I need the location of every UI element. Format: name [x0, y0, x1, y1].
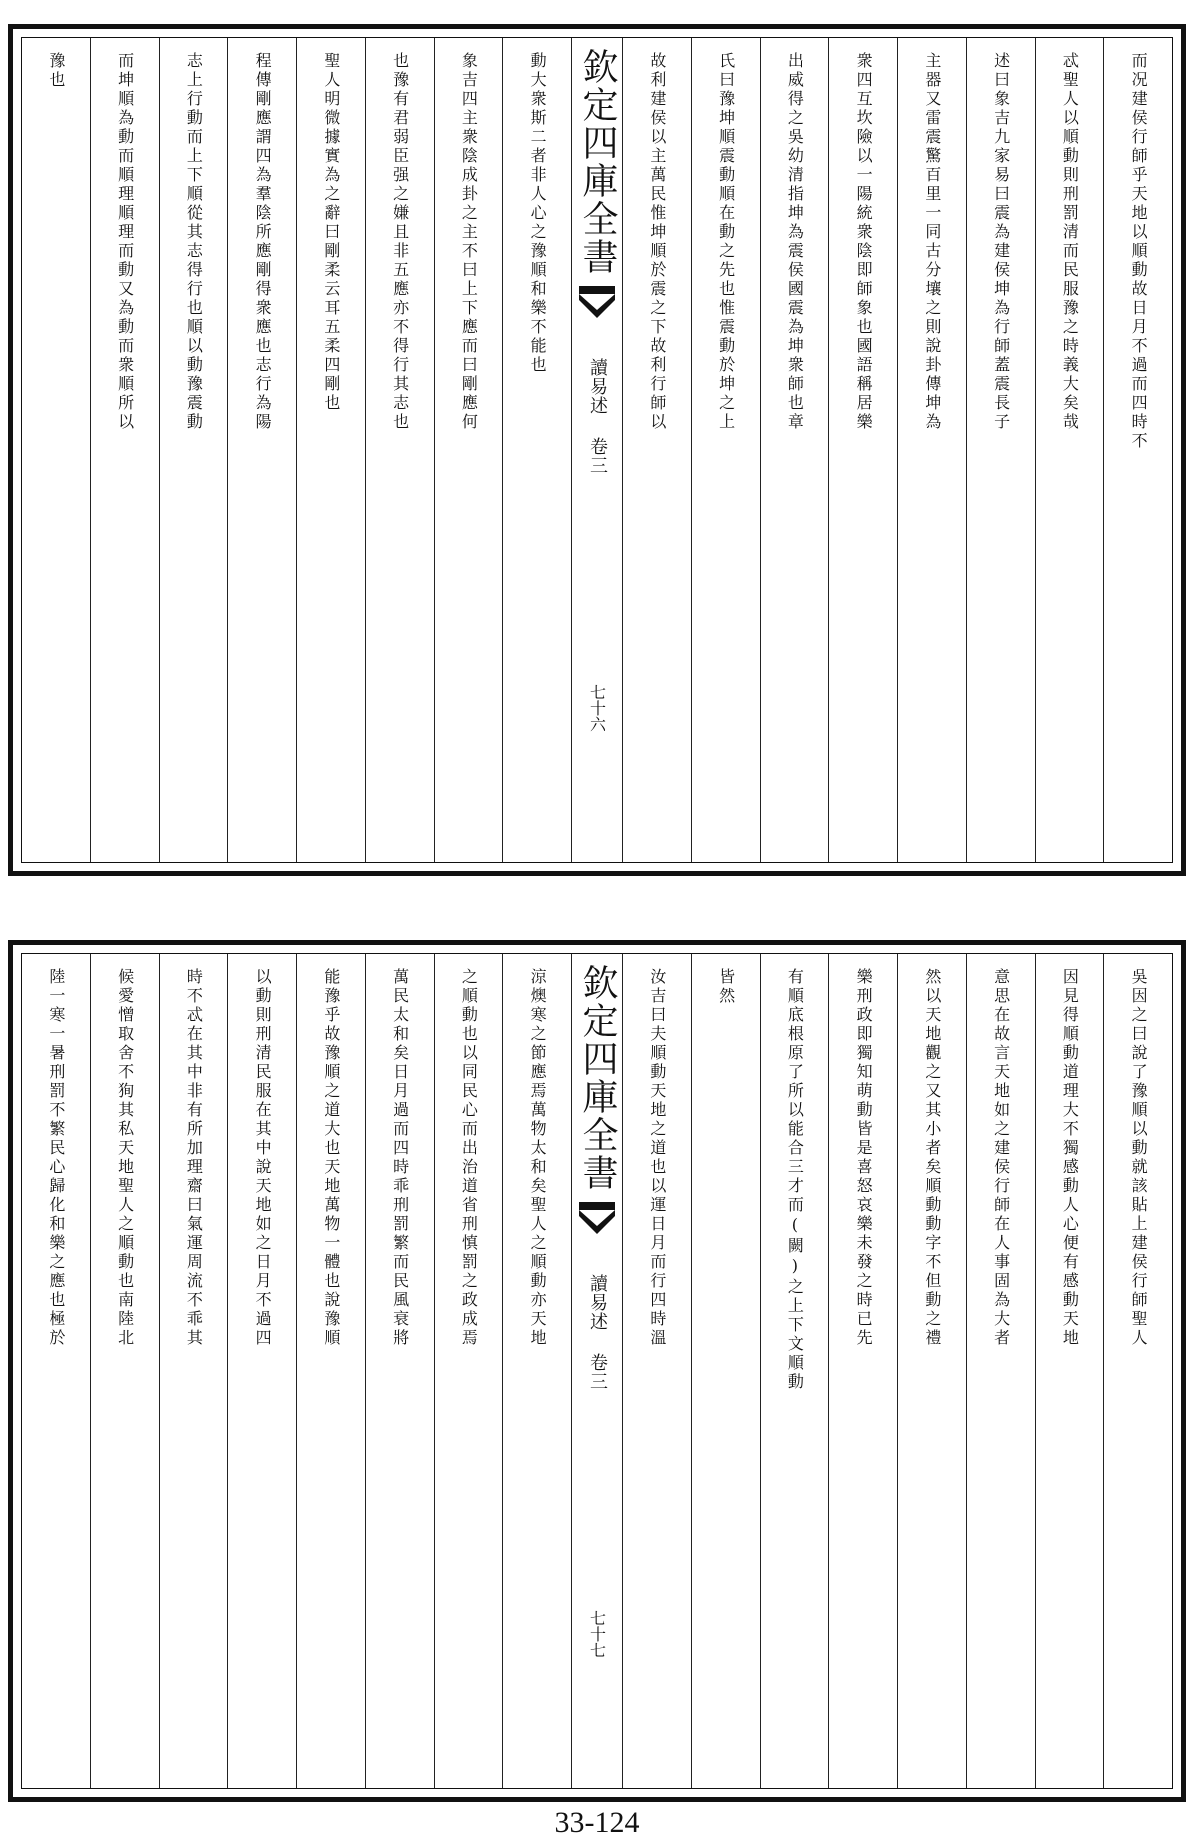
text-column — [227, 38, 296, 862]
column-text: 有順底根原了所以能合三才而(闕)之上下文順動 — [785, 968, 805, 1392]
text-column — [828, 38, 897, 862]
text-column — [1035, 38, 1104, 862]
text-column — [760, 954, 829, 1788]
column-text: 因見得順動道理大不獨感動人心便有感動天地 — [1060, 968, 1080, 1348]
text-column — [22, 954, 90, 1788]
column-text: 象吉四主衆陰成卦之主不曰上下應而曰剛應何 — [459, 52, 479, 432]
column-text: 候愛憎取舍不狥其私天地聖人之順動也南陸北 — [115, 968, 135, 1348]
bottom-page-inner-frame — [21, 953, 1173, 1789]
text-column — [966, 38, 1035, 862]
text-column — [897, 954, 966, 1788]
column-text: 時不忒在其中非有所加理齋曰氣運周流不乖其 — [184, 968, 204, 1348]
text-column — [760, 38, 829, 862]
column-text: 萬民太和矣日月過而四時乖刑罰繁而民風衰將 — [390, 968, 410, 1348]
column-text: 豫也 — [46, 52, 66, 90]
column-text: 能豫乎故豫順之道大也天地萬物一體也說豫順 — [321, 968, 341, 1348]
text-column — [434, 954, 503, 1788]
text-column — [365, 38, 434, 862]
binding-center-column — [571, 954, 622, 1788]
text-column — [159, 38, 228, 862]
column-text: 以動則刑清民服在其中說天地如之日月不過四 — [253, 968, 273, 1348]
column-text: 故利建侯以主萬民惟坤順於震之下故利行師以 — [647, 52, 667, 432]
folio-number: 七十七 — [587, 1610, 607, 1658]
column-text: 樂刑政即獨知萌動皆是喜怒哀樂未發之時已先 — [854, 968, 874, 1348]
text-column — [22, 38, 90, 862]
text-column — [1035, 954, 1104, 1788]
bottom-page-frame — [8, 940, 1186, 1802]
text-column — [691, 954, 760, 1788]
column-text: 皆然 — [716, 968, 736, 1006]
column-text: 出威得之吳幼清指坤為震侯國震為坤衆師也章 — [785, 52, 805, 432]
column-text: 然以天地觀之又其小者矣順動動字不但動之禮 — [922, 968, 942, 1348]
column-text: 衆四互坎險以一陽統衆陰即師象也國語稱居樂 — [854, 52, 874, 432]
column-text: 而坤順為動而順理順理而動又為動而衆順所以 — [115, 52, 135, 432]
column-text: 聖人明微據實為之辭曰剛柔云耳五柔四剛也 — [321, 52, 341, 413]
column-text: 而况建侯行師乎天地以順動故日月不過而四時不 — [1129, 52, 1149, 451]
column-text: 氏曰豫坤順震動順在動之先也惟震動於坤之上 — [716, 52, 736, 432]
column-text: 也豫有君弱臣强之嫌且非五應亦不得行其志也 — [390, 52, 410, 432]
column-text: 意思在故言天地如之建侯行師在人事固為大者 — [991, 968, 1011, 1348]
column-text: 涼燠寒之節應焉萬物太和矣聖人之順動亦天地 — [528, 968, 548, 1348]
column-text: 汝吉曰夫順動天地之道也以運日月而行四時溫 — [647, 968, 667, 1348]
column-text: 吳因之曰說了豫順以動就該貼上建侯行師聖人 — [1129, 968, 1149, 1348]
text-column — [622, 954, 691, 1788]
text-column — [90, 954, 159, 1788]
text-column — [897, 38, 966, 862]
text-column — [90, 38, 159, 862]
binding-center-column — [571, 38, 622, 862]
text-column — [365, 954, 434, 1788]
book-title: 欽定四庫全書 — [577, 48, 618, 276]
text-column — [966, 954, 1035, 1788]
text-column — [296, 38, 365, 862]
column-text: 程傳剛應謂四為羣陰所應剛得衆應也志行為陽 — [253, 52, 273, 432]
column-text: 之順動也以同民心而出治道省刑慎罰之政成焉 — [459, 968, 479, 1348]
column-text: 志上行動而上下順從其志得行也順以動豫震動 — [184, 52, 204, 432]
top-page-frame — [8, 24, 1186, 876]
text-column — [1103, 38, 1172, 862]
top-page-inner-frame — [21, 37, 1173, 863]
work-title: 讀易述 卷三 — [587, 358, 608, 475]
text-column — [227, 954, 296, 1788]
text-column — [691, 38, 760, 862]
text-column — [828, 954, 897, 1788]
text-column — [1103, 954, 1172, 1788]
text-column — [502, 38, 571, 862]
fish-tail-mark-icon — [577, 284, 617, 328]
column-text: 主器又雷震驚百里一同古分壤之則說卦傳坤為 — [922, 52, 942, 432]
column-text: 動大衆斯二者非人心之豫順和樂不能也 — [528, 52, 548, 375]
text-column — [502, 954, 571, 1788]
text-column — [434, 38, 503, 862]
column-text: 忒聖人以順動則刑罰清而民服豫之時義大矣哉 — [1060, 52, 1080, 432]
folio-number: 七十六 — [587, 684, 607, 732]
work-title: 讀易述 卷三 — [587, 1274, 608, 1391]
column-text: 陸一寒一暑刑罰不繁民心歸化和樂之應也極於 — [46, 968, 66, 1348]
column-text: 述曰象吉九家易曰震為建侯坤為行師蓋震長子 — [991, 52, 1011, 432]
fish-tail-mark-icon — [577, 1200, 617, 1244]
text-column — [622, 38, 691, 862]
text-column — [159, 954, 228, 1788]
page-number: 33-124 — [554, 1806, 640, 1839]
book-title: 欽定四庫全書 — [577, 964, 618, 1192]
text-column — [296, 954, 365, 1788]
